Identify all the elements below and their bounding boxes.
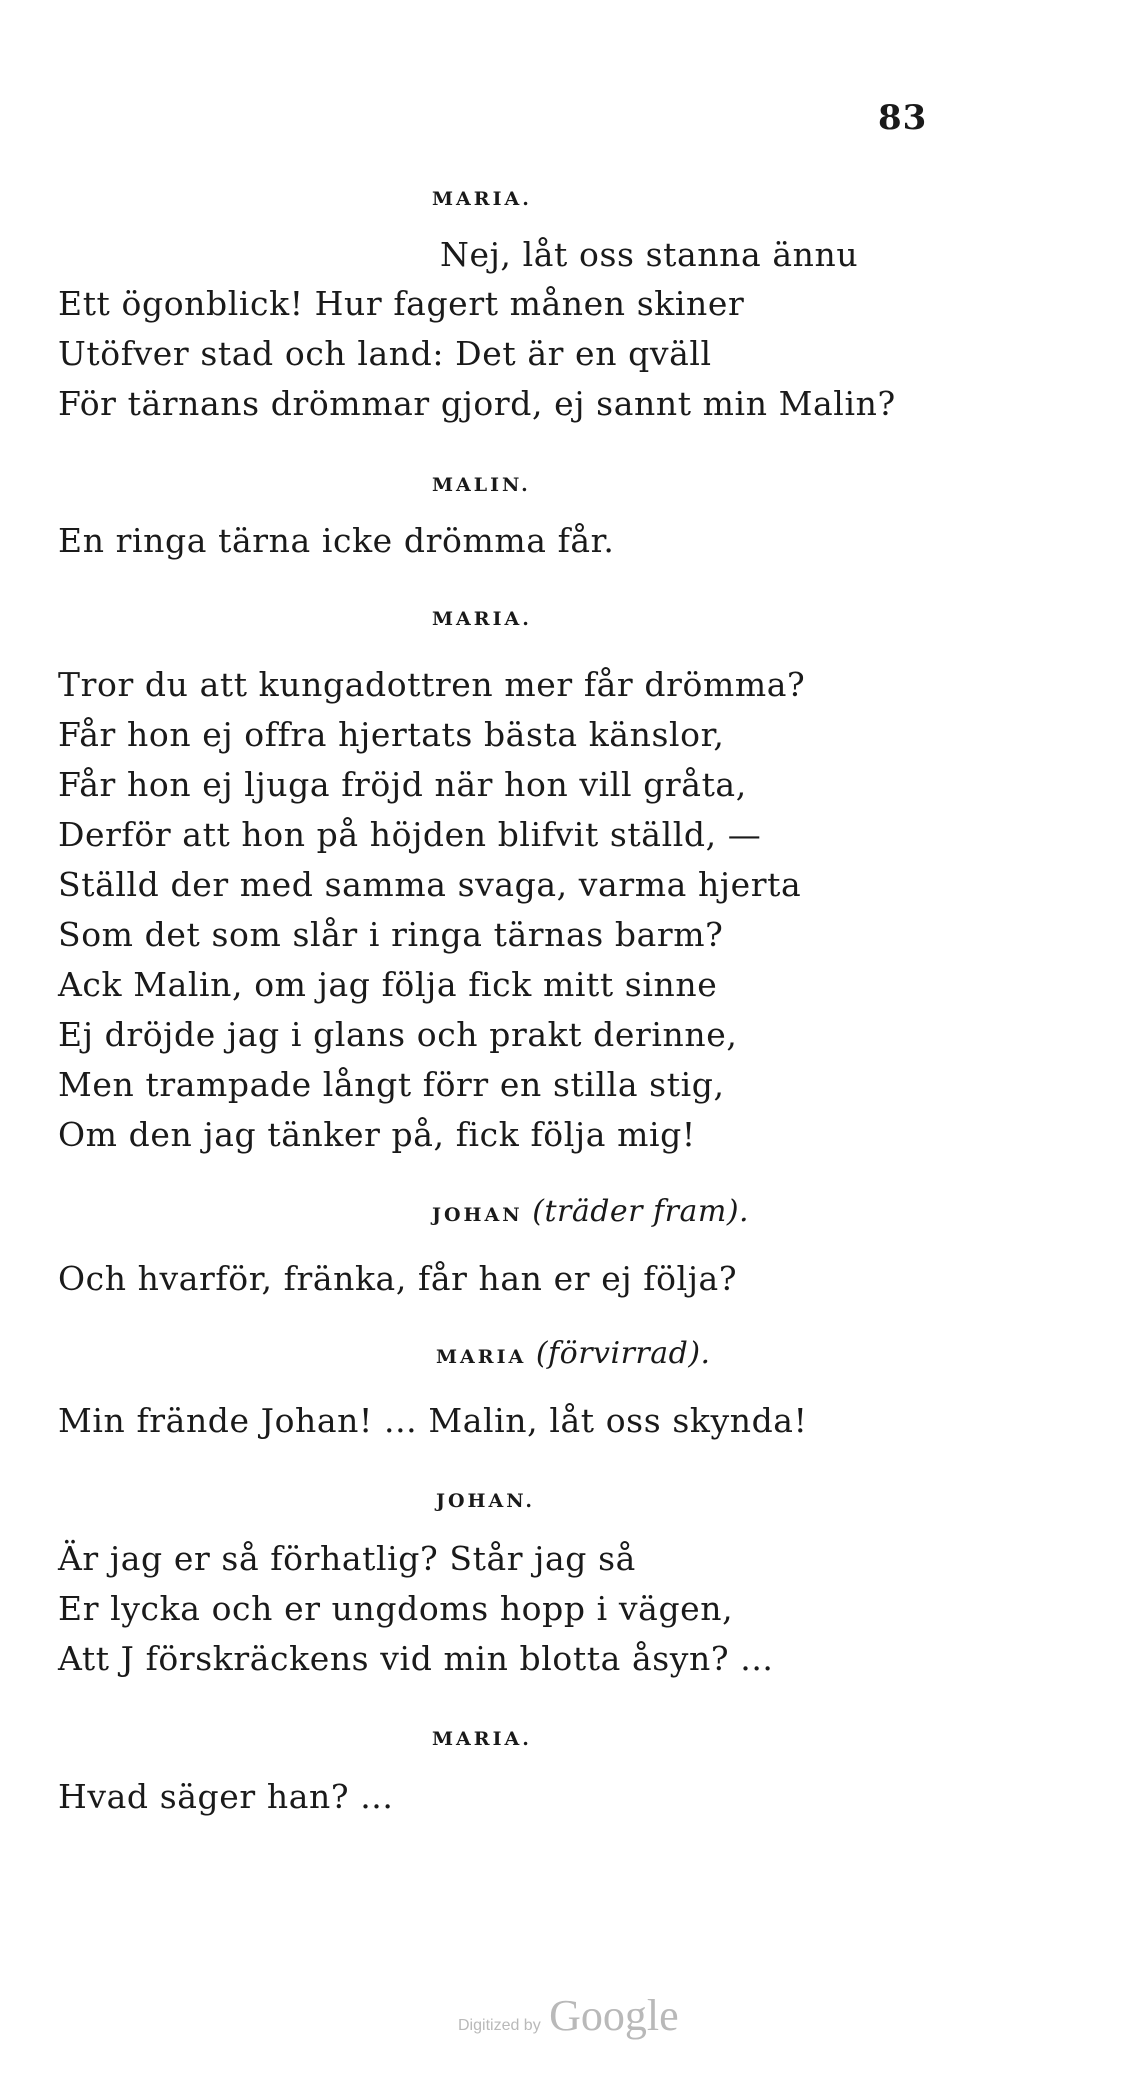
watermark-caption: Digitized by bbox=[458, 2017, 541, 2034]
page-number: 83 bbox=[878, 98, 928, 138]
verse-line: Som det som slår i ringa tärnas barm? bbox=[58, 915, 724, 954]
speaker-label bbox=[436, 1336, 711, 1371]
speaker-name: MARIA. bbox=[432, 1728, 532, 1750]
verse-line: Nej, låt oss stanna ännu bbox=[440, 235, 859, 274]
verse-line: Er lycka och er ungdoms hopp i vägen, bbox=[58, 1589, 734, 1628]
verse-line: Får hon ej ljuga fröjd när hon vill gråta, bbox=[58, 765, 747, 804]
verse-line: Hvad säger han? ... bbox=[58, 1777, 394, 1816]
speaker-name: MARIA. bbox=[432, 188, 532, 210]
google-logo: Google bbox=[549, 1991, 679, 2040]
speaker-label bbox=[432, 474, 531, 496]
verse-line: Får hon ej offra hjertats bästa känslor, bbox=[58, 715, 725, 754]
verse-line: Men trampade långt förr en stilla stig, bbox=[58, 1065, 725, 1104]
speaker-label bbox=[432, 1194, 749, 1229]
speaker-label bbox=[436, 1490, 535, 1512]
verse-line: Tror du att kungadottren mer får drömma? bbox=[58, 665, 806, 704]
verse-line: Utöfver stad och land: Det är en qväll bbox=[58, 334, 712, 373]
verse-line: Ej dröjde jag i glans och prakt derinne, bbox=[58, 1015, 738, 1054]
speaker-label bbox=[432, 188, 532, 210]
digitized-watermark bbox=[458, 1990, 679, 2041]
verse-line: Och hvarför, fränka, får han er ej följa? bbox=[58, 1259, 738, 1298]
verse-line: En ringa tärna icke drömma får. bbox=[58, 521, 615, 560]
verse-line: Derför att hon på höjden blifvit ställd, — bbox=[58, 815, 762, 854]
stage-direction: (förvirrad). bbox=[535, 1336, 711, 1371]
speaker-name: JOHAN bbox=[432, 1204, 523, 1226]
verse-line: För tärnans drömmar gjord, ej sannt min Malin? bbox=[58, 384, 896, 423]
verse-line: Att J förskräckens vid min blotta åsyn? ... bbox=[58, 1639, 774, 1678]
verse-line: Ett ögonblick! Hur fagert månen skiner bbox=[58, 284, 745, 323]
speaker-name: MARIA bbox=[436, 1346, 527, 1368]
verse-line: Ack Malin, om jag följa fick mitt sinne bbox=[58, 965, 718, 1004]
verse-line: Ställd der med samma svaga, varma hjerta bbox=[58, 865, 802, 904]
speaker-name: MARIA. bbox=[432, 608, 532, 630]
speaker-label bbox=[432, 1728, 532, 1750]
speaker-label bbox=[432, 608, 532, 630]
verse-line: Min frände Johan! ... Malin, låt oss skynda! bbox=[58, 1401, 808, 1440]
verse-line: Är jag er så förhatlig? Står jag så bbox=[58, 1539, 636, 1578]
stage-direction: (träder fram). bbox=[532, 1194, 750, 1229]
verse-line: Om den jag tänker på, fick följa mig! bbox=[58, 1115, 696, 1154]
speaker-name: JOHAN. bbox=[436, 1490, 536, 1512]
speaker-name: MALIN. bbox=[432, 474, 531, 496]
